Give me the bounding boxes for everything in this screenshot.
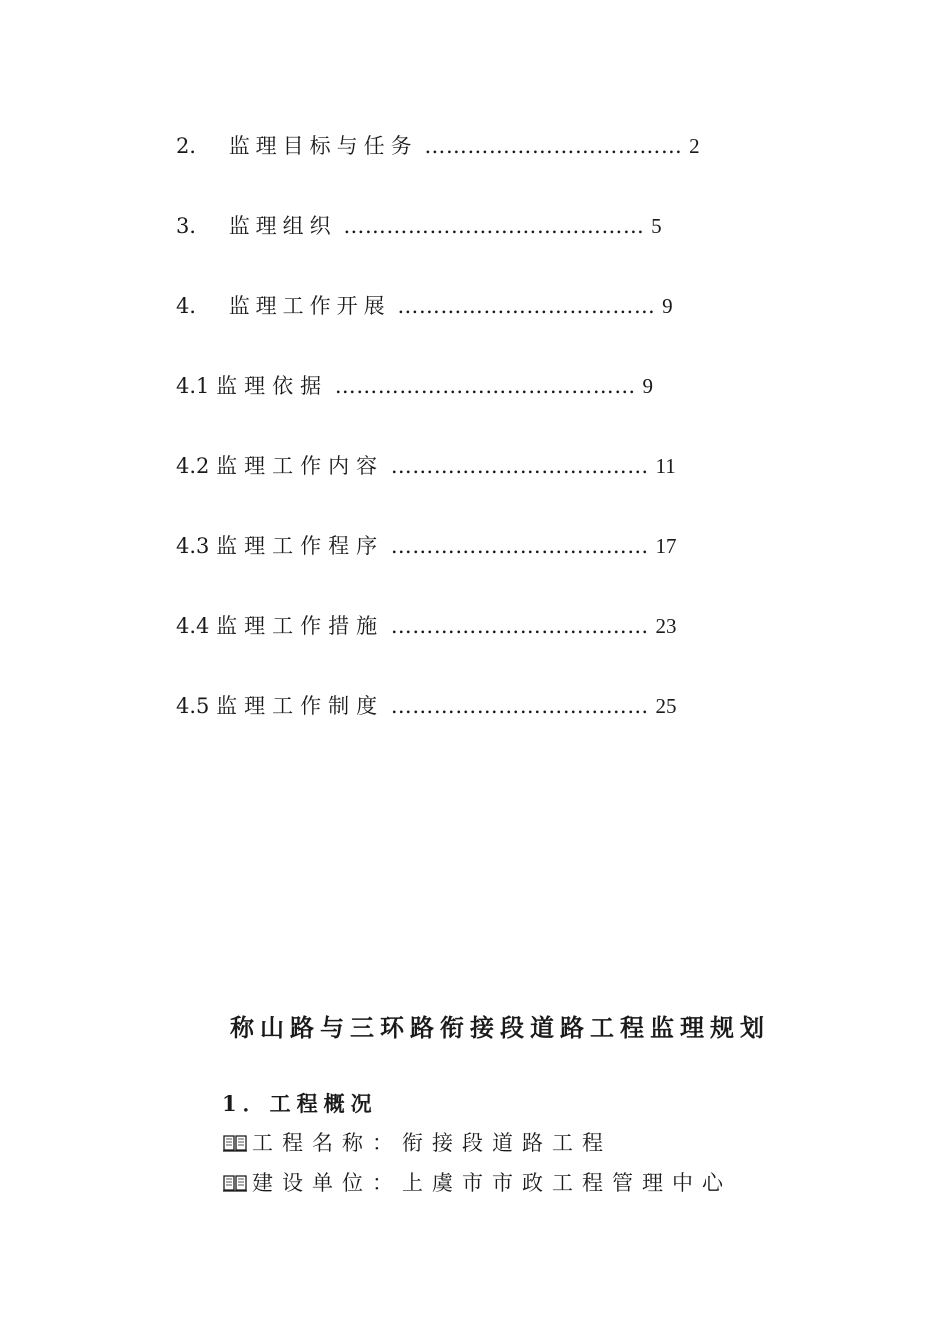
toc-entry-leader: ……………………………… [390,614,649,638]
toc-entry-number: 4.5 [176,694,210,718]
toc-entry-title: 监理目标与任务 [228,134,418,158]
toc-entry[interactable] [176,691,676,721]
document-title: 称山路与三环路衔接段道路工程监理规划 [230,1013,770,1042]
project-name-value: 衔接段道路工程 [402,1131,612,1155]
toc-entry-title: 监理依据 [216,374,329,398]
toc-entry-number: 4.3 [176,534,210,558]
toc-entry-leader: …………………………………… [334,374,636,398]
toc-entry-number: 3． [176,214,211,238]
project-name-label: 工程名称： [252,1131,402,1155]
toc-entry[interactable] [176,371,653,401]
book-icon [222,1133,248,1153]
client-line [222,1168,732,1198]
toc-entry-leader: ……………………………… [390,454,649,478]
client-value: 上虞市市政工程管理中心 [402,1171,732,1195]
toc-entry-page: 17 [655,534,677,558]
toc-entry-leader: ……………………………… [397,294,656,318]
book-icon [222,1173,248,1193]
toc-entry-number: 4.1 [176,374,210,398]
toc-entry-title: 监理工作程序 [216,534,385,558]
toc-entry-page: 11 [655,454,676,478]
toc-entry-leader: ……………………………… [390,694,649,718]
toc-entry-page: 9 [642,374,653,398]
section-heading: 1．工程概况 [222,1091,378,1116]
toc-entry-title: 监理组织 [228,214,337,238]
toc-entry-title: 监理工作措施 [216,614,385,638]
toc-entry-title: 监理工作制度 [216,694,385,718]
toc-entry-title: 监理工作开展 [228,294,391,318]
project-name-line [222,1128,612,1158]
toc-entry-number: 2． [176,134,211,158]
toc-entry-page: 9 [662,294,673,318]
toc-entry-number: 4.2 [176,454,210,478]
toc-entry-page: 2 [689,134,700,158]
toc-entry-page: 23 [655,614,677,638]
toc-entry[interactable] [176,291,673,321]
toc-entry-leader: ……………………………… [390,534,649,558]
toc-entry-number: 4.4 [176,614,210,638]
toc-entry[interactable] [176,211,662,241]
toc-entry[interactable] [176,531,676,561]
toc-entry-title: 监理工作内容 [216,454,385,478]
toc-entry-page: 25 [655,694,677,718]
toc-entry-number: 4． [176,294,211,318]
toc-entry[interactable] [176,451,676,481]
toc-entry-leader: …………………………………… [343,214,645,238]
client-label: 建设单位： [252,1171,402,1195]
toc-entry[interactable] [176,131,700,161]
toc-entry-leader: ……………………………… [424,134,683,158]
toc-entry-page: 5 [651,214,662,238]
toc-entry[interactable] [176,611,676,641]
